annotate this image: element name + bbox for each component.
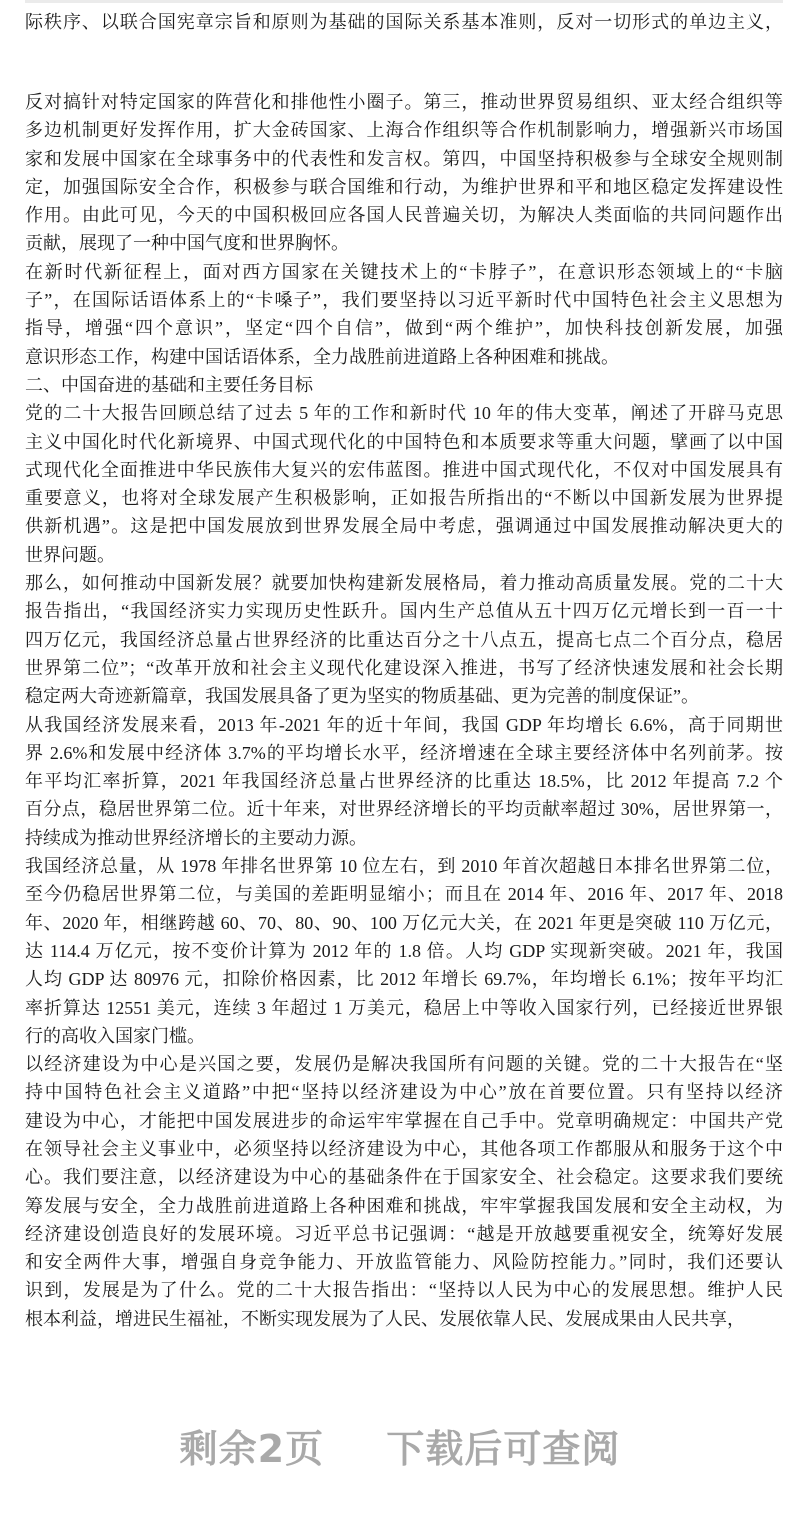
text-line: 报告指出，“我国经济实力实现历史性跃升。国内生产总值从五十四万亿元增长到一百一十: [25, 601, 783, 622]
text-line: 指导，增强“四个意识”，坚定“四个自信”，做到“两个维护”，加快科技创新发展，加强: [25, 318, 783, 339]
text-line: 党的二十大报告回顾总结了过去 5 年的工作和新时代 10 年的伟大变革，阐述了开辟马克思: [25, 403, 783, 424]
text-line: 意识形态工作，构建中国话语体系，全力战胜前进道路上各种困难和挑战。: [25, 346, 619, 367]
paragraph: [25, 371, 783, 399]
text-line: 以经济建设为中心是兴国之要，发展仍是解决我国所有问题的关键。党的二十大报告在“坚: [25, 1054, 783, 1075]
text-line: 二、中国奋进的基础和主要任务目标: [25, 374, 313, 395]
text-line: 稳定两大奇迹新篇章，我国发展具备了更为坚实的物质基础、更为完善的制度保证”。: [25, 686, 699, 707]
cut-off-line: [25, 0, 783, 3]
text-line: 作用。由此可见，今天的中国积极回应各国人民普遍关切，为解决人类面临的共同问题作出: [25, 205, 783, 226]
text-line: 贡献，展现了一种中国气度和世界胸怀。: [25, 233, 349, 254]
paragraph: [25, 852, 783, 1050]
text-line: 在新时代新征程上，面对西方国家在关键技术上的“卡脖子”，在意识形态领域上的“卡脑: [25, 261, 783, 282]
text-line: 持续成为推动世界经济增长的主要动力源。: [25, 827, 367, 848]
text-line: 筹发展与安全，全力战胜前进道路上各种困难和挑战，牢牢掌握我国发展和安全主动权，为: [25, 1195, 783, 1216]
text-line: 年平均汇率折算，2021 年我国经济总量占世界经济的比重达 18.5%，比 2012 年提高 7.2 个: [25, 771, 783, 792]
paragraph: [25, 8, 783, 36]
text-line: 年、2020 年，相继跨越 60、70、80、90、100 万亿元大关，在 2021 年更是突破 110 万亿元，: [25, 912, 783, 933]
text-line: 和安全两件大事，增强自身竞争能力、开放监管能力、风险防控能力。”同时，我们还要认: [25, 1252, 783, 1273]
text-line: 行的高收入国家门槛。: [25, 1025, 205, 1046]
text-line: 家和发展中国家在全球事务中的代表性和发言权。第四，中国坚持积极参与全球安全规则制: [25, 148, 783, 169]
text-line: 经济建设创造良好的发展环境。习近平总书记强调：“越是开放越要重视安全，统筹好发展: [25, 1223, 783, 1244]
text-line: 从我国经济发展来看，2013 年-2021 年的近十年间，我国 GDP 年均增长 6.6%，高于同期世: [25, 714, 783, 735]
text-line: 供新机遇”。这是把中国发展放到世界发展全局中考虑，强调通过中国发展推动解决更大的: [25, 516, 783, 537]
text-line: 人均 GDP 达 80976 元，扣除价格因素，比 2012 年增长 69.7%，年均增长 6.1%；按年平均汇: [25, 969, 783, 990]
document-body: [25, 88, 783, 1333]
text-line: 心。我们要注意，以经济建设为中心的基础条件在于国家安全、社会稳定。这要求我们要统: [25, 1167, 783, 1188]
paragraph: [25, 258, 783, 371]
page-fragment-top: [25, 8, 783, 36]
paragraph: [25, 88, 783, 258]
text-line: 主义中国化时代化新境界、中国式现代化的中国特色和本质要求等重大问题，擘画了以中国: [25, 431, 783, 452]
text-line: 率折算达 12551 美元，连续 3 年超过 1 万美元，稳居上中等收入国家行列，已经接近世界银: [25, 997, 783, 1018]
text-line: 达 114.4 万亿元，按不变价计算为 2012 年的 1.8 倍。人均 GDP 实现新突破。2021 年，我国: [25, 940, 783, 961]
text-line: 在领导社会主义事业中，必须坚持以经济建设为中心，其他各项工作都服从和服务于这个中: [25, 1138, 783, 1159]
text-line: 定，加强国际安全合作，积极参与联合国维和行动，为维护世界和平和地区稳定发挥建设性: [25, 176, 783, 197]
text-line: 那么，如何推动中国新发展？就要加快构建新发展格局，着力推动高质量发展。党的二十大: [25, 573, 783, 594]
text-line: 界 2.6%和发展中经济体 3.7%的平均增长水平，经济增速在全球主要经济体中名列前茅。按: [25, 742, 783, 763]
paragraph: [25, 399, 783, 569]
remaining-pages-label: 剩余2页: [179, 1427, 325, 1471]
text-line: 世界问题。: [25, 544, 115, 565]
text-line: 世界第二位”；“改革开放和社会主义现代化建设深入推进，书写了经济快速发展和社会长期: [25, 657, 783, 678]
text-line: 至今仍稳居世界第二位，与美国的差距明显缩小；而且在 2014 年、2016 年、2017 年、2018: [25, 884, 783, 905]
text-line: 式现代化全面推进中华民族伟大复兴的宏伟蓝图。推进中国式现代化，不仅对中国发展具有: [25, 459, 783, 480]
text-line: 际秩序、以联合国宪章宗旨和原则为基础的国际关系基本准则，反对一切形式的单边主义，: [25, 12, 783, 32]
text-line: 我国经济总量，从 1978 年排名世界第 10 位左右，到 2010 年首次超越日本排名世界第二位，: [25, 856, 783, 877]
text-line: 多边机制更好发挥作用，扩大金砖国家、上海合作组织等合作机制影响力，增强新兴市场国: [25, 120, 783, 141]
download-hint-label[interactable]: 下载后可查阅: [386, 1427, 621, 1471]
text-line: 建设为中心，才能把中国发展进步的命运牢牢掌握在自己手中。党章明确规定：中国共产党: [25, 1110, 783, 1131]
paragraph: [25, 569, 783, 710]
paragraph: [25, 711, 783, 852]
paragraph: [25, 1050, 783, 1333]
text-line: 四万亿元，我国经济总量占世界经济的比重达百分之十八点五，提高七点二个百分点，稳居: [25, 629, 783, 650]
preview-limit-banner[interactable]: [0, 1418, 800, 1473]
text-line: 持中国特色社会主义道路”中把“坚持以经济建设为中心”放在首要位置。只有坚持以经济: [25, 1082, 783, 1103]
text-line: 反对搞针对特定国家的阵营化和排他性小圈子。第三，推动世界贸易组织、亚太经合组织等: [25, 92, 783, 112]
text-line: 重要意义，也将对全球发展产生积极影响，正如报告所指出的“不断以中国新发展为世界提: [25, 488, 783, 509]
text-line: 百分点，稳居世界第二位。近十年来，对世界经济增长的平均贡献率超过 30%，居世界第一，: [25, 799, 783, 820]
text-line: 子”，在国际话语体系上的“卡嗓子”，我们要坚持以习近平新时代中国特色社会主义思想为: [25, 290, 783, 311]
text-line: 识到，发展是为了什么。党的二十大报告指出：“坚持以人民为中心的发展思想。维护人民: [25, 1280, 783, 1301]
text-line: 根本利益，增进民生福祉，不断实现发展为了人民、发展依靠人民、发展成果由人民共享，: [25, 1308, 745, 1329]
